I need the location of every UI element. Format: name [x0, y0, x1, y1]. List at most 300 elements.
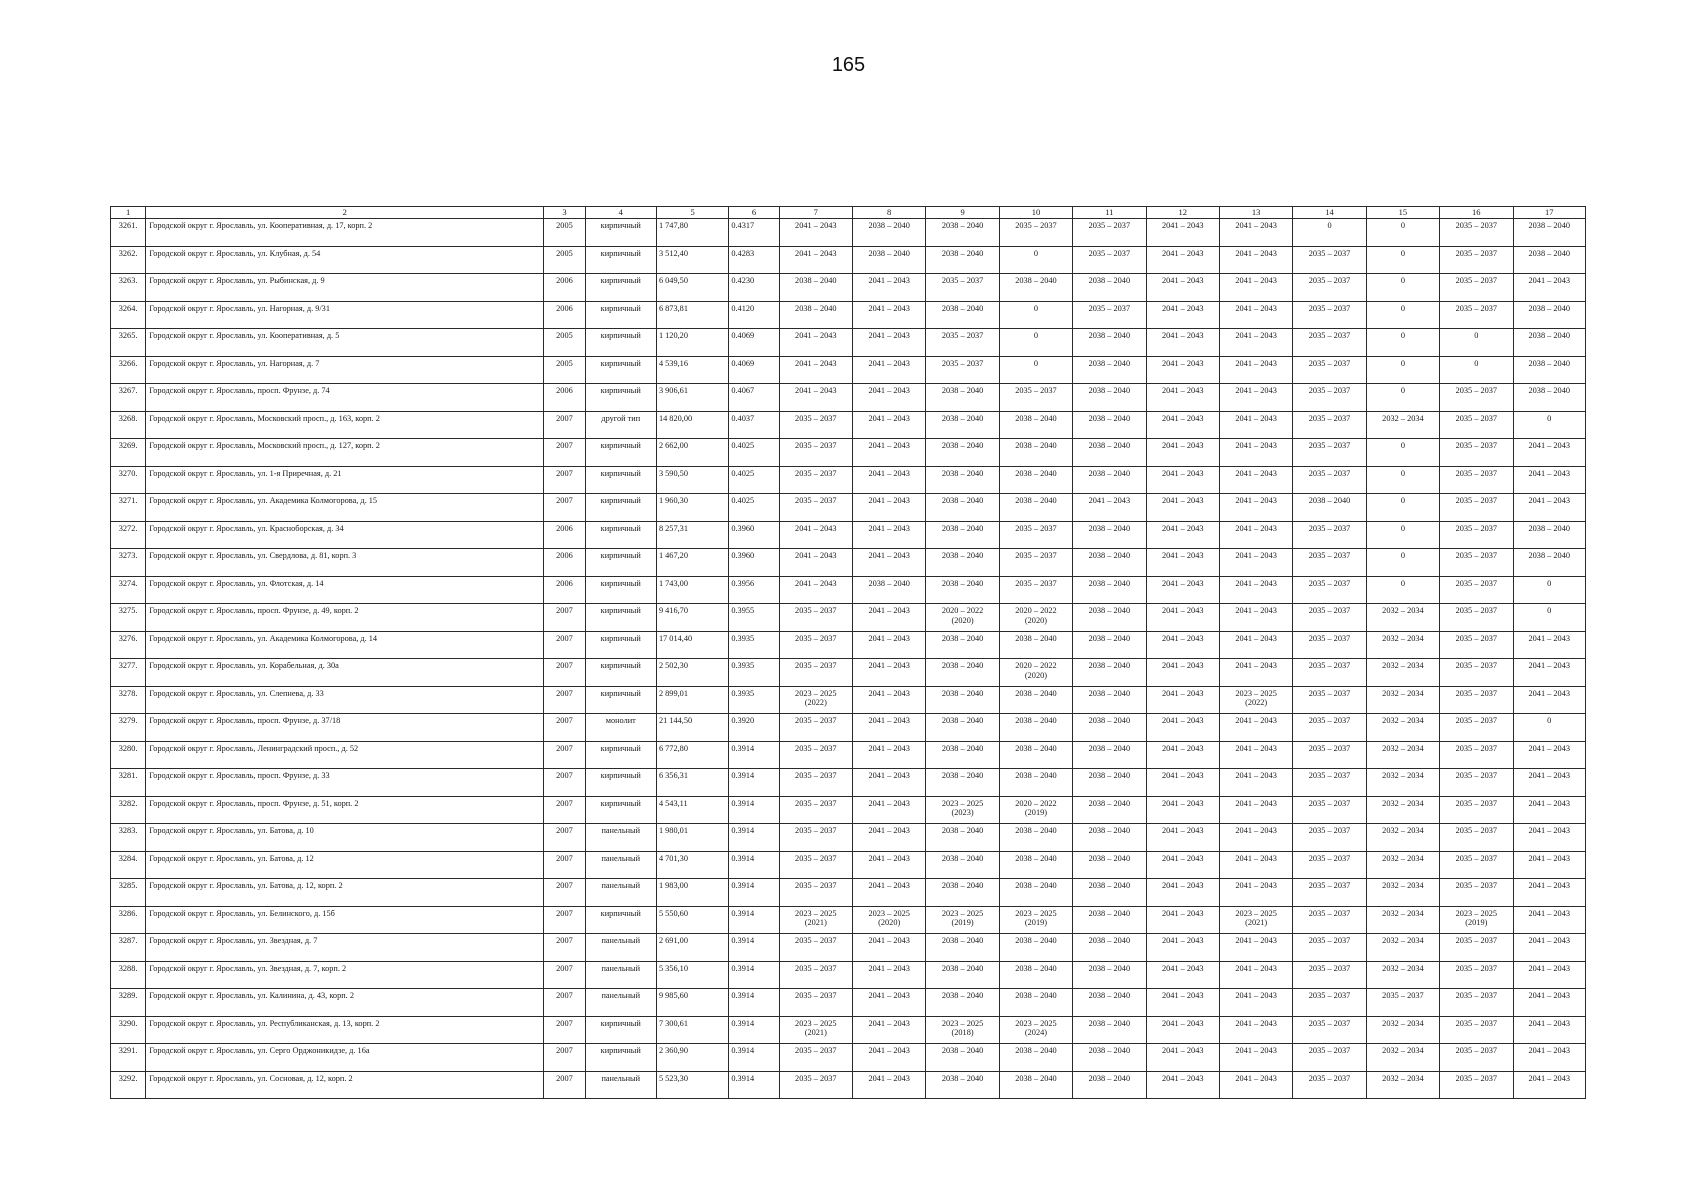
- coefficient-cell: 0.3914: [729, 989, 779, 1017]
- table-row: [111, 301, 1586, 329]
- period-col-14-cell: 2035 – 2037: [1293, 329, 1366, 357]
- year-built-cell: 2007: [544, 961, 585, 989]
- row-number-cell: 3278.: [111, 686, 146, 714]
- period-col-15-cell: 2032 – 2034: [1366, 741, 1439, 769]
- period-col-10-cell: 2038 – 2040: [999, 714, 1072, 742]
- period-col-13-cell: 2041 – 2043: [1219, 274, 1292, 302]
- table-row: [111, 741, 1586, 769]
- period-col-10-cell: 2023 – 2025 (2024): [999, 1016, 1072, 1044]
- address-cell: Городской округ г. Ярославль, ул. Белинского, д. 15б: [146, 906, 544, 934]
- row-number-cell: 3289.: [111, 989, 146, 1017]
- year-built-cell: 2006: [544, 576, 585, 604]
- period-col-13-cell: 2041 – 2043: [1219, 301, 1292, 329]
- row-number-cell: 3277.: [111, 659, 146, 687]
- period-col-7-cell: 2035 – 2037: [779, 631, 852, 659]
- period-col-13-cell: 2041 – 2043: [1219, 659, 1292, 687]
- period-col-16-cell: 2035 – 2037: [1440, 219, 1513, 247]
- period-col-17-cell: 2038 – 2040: [1513, 246, 1586, 274]
- period-col-9-cell: 2020 – 2022 (2020): [926, 604, 999, 632]
- area-cell: 5 523,30: [656, 1071, 728, 1099]
- period-col-7-cell: 2035 – 2037: [779, 604, 852, 632]
- year-built-cell: 2005: [544, 219, 585, 247]
- period-col-12-cell: 2041 – 2043: [1146, 714, 1219, 742]
- period-col-11-cell: 2038 – 2040: [1073, 659, 1146, 687]
- period-col-14-cell: 2035 – 2037: [1293, 604, 1366, 632]
- period-col-9-cell: 2023 – 2025 (2018): [926, 1016, 999, 1044]
- period-col-16-cell: 2035 – 2037: [1440, 1071, 1513, 1099]
- period-col-9-cell: 2038 – 2040: [926, 686, 999, 714]
- period-col-16-cell: 2035 – 2037: [1440, 961, 1513, 989]
- period-col-10-cell: 2038 – 2040: [999, 1044, 1072, 1072]
- period-col-17-cell: 2041 – 2043: [1513, 851, 1586, 879]
- area-cell: 17 014,40: [656, 631, 728, 659]
- period-col-10-cell: 2035 – 2037: [999, 521, 1072, 549]
- period-col-7-cell: 2041 – 2043: [779, 246, 852, 274]
- column-number-cell: 16: [1440, 207, 1513, 219]
- period-col-13-cell: 2041 – 2043: [1219, 796, 1292, 824]
- period-col-16-cell: 2035 – 2037: [1440, 824, 1513, 852]
- year-built-cell: 2007: [544, 1071, 585, 1099]
- row-number-cell: 3291.: [111, 1044, 146, 1072]
- wall-material-cell: кирпичный: [585, 906, 656, 934]
- period-col-7-cell: 2035 – 2037: [779, 466, 852, 494]
- period-col-10-cell: 2038 – 2040: [999, 769, 1072, 797]
- period-col-14-cell: 2035 – 2037: [1293, 714, 1366, 742]
- period-col-14-cell: 2035 – 2037: [1293, 934, 1366, 962]
- period-col-15-cell: 2032 – 2034: [1366, 879, 1439, 907]
- period-col-16-cell: 2035 – 2037: [1440, 521, 1513, 549]
- year-built-cell: 2007: [544, 796, 585, 824]
- wall-material-cell: кирпичный: [585, 466, 656, 494]
- coefficient-cell: 0.3914: [729, 961, 779, 989]
- period-col-12-cell: 2041 – 2043: [1146, 521, 1219, 549]
- period-col-17-cell: 2041 – 2043: [1513, 1071, 1586, 1099]
- period-col-8-cell: 2038 – 2040: [852, 246, 925, 274]
- wall-material-cell: кирпичный: [585, 576, 656, 604]
- wall-material-cell: панельный: [585, 1071, 656, 1099]
- period-col-11-cell: 2038 – 2040: [1073, 1071, 1146, 1099]
- period-col-9-cell: 2038 – 2040: [926, 934, 999, 962]
- period-col-8-cell: 2041 – 2043: [852, 879, 925, 907]
- area-cell: 2 662,00: [656, 439, 728, 467]
- period-col-14-cell: 2035 – 2037: [1293, 439, 1366, 467]
- column-number-cell: 12: [1146, 207, 1219, 219]
- period-col-8-cell: 2041 – 2043: [852, 356, 925, 384]
- period-col-8-cell: 2041 – 2043: [852, 796, 925, 824]
- row-number-cell: 3275.: [111, 604, 146, 632]
- period-col-11-cell: 2038 – 2040: [1073, 466, 1146, 494]
- row-number-cell: 3270.: [111, 466, 146, 494]
- period-col-16-cell: 2035 – 2037: [1440, 741, 1513, 769]
- period-col-10-cell: 2038 – 2040: [999, 989, 1072, 1017]
- table-row: [111, 631, 1586, 659]
- wall-material-cell: кирпичный: [585, 1016, 656, 1044]
- period-col-11-cell: 2038 – 2040: [1073, 549, 1146, 577]
- period-col-11-cell: 2038 – 2040: [1073, 329, 1146, 357]
- period-col-17-cell: 2041 – 2043: [1513, 439, 1586, 467]
- year-built-cell: 2007: [544, 1044, 585, 1072]
- period-col-7-cell: 2035 – 2037: [779, 494, 852, 522]
- row-number-cell: 3269.: [111, 439, 146, 467]
- period-col-15-cell: 0: [1366, 466, 1439, 494]
- period-col-14-cell: 2035 – 2037: [1293, 1016, 1366, 1044]
- address-cell: Городской округ г. Ярославль, ул. Слепнева, д. 33: [146, 686, 544, 714]
- table-row: [111, 466, 1586, 494]
- period-col-11-cell: 2038 – 2040: [1073, 961, 1146, 989]
- period-col-8-cell: 2041 – 2043: [852, 1016, 925, 1044]
- coefficient-cell: 0.4067: [729, 384, 779, 412]
- period-col-14-cell: 2035 – 2037: [1293, 411, 1366, 439]
- period-col-16-cell: 2035 – 2037: [1440, 301, 1513, 329]
- area-cell: 7 300,61: [656, 1016, 728, 1044]
- period-col-9-cell: 2038 – 2040: [926, 741, 999, 769]
- area-cell: 5 356,10: [656, 961, 728, 989]
- coefficient-cell: 0.4069: [729, 356, 779, 384]
- page-number: 165: [831, 54, 866, 76]
- table-row: [111, 824, 1586, 852]
- address-cell: Городской округ г. Ярославль, ул. Калинина, д. 43, корп. 2: [146, 989, 544, 1017]
- period-col-11-cell: 2038 – 2040: [1073, 741, 1146, 769]
- period-col-10-cell: 2038 – 2040: [999, 1071, 1072, 1099]
- wall-material-cell: панельный: [585, 851, 656, 879]
- period-col-14-cell: 2035 – 2037: [1293, 576, 1366, 604]
- period-col-17-cell: 2041 – 2043: [1513, 494, 1586, 522]
- period-col-11-cell: 2038 – 2040: [1073, 631, 1146, 659]
- wall-material-cell: панельный: [585, 879, 656, 907]
- period-col-10-cell: 2023 – 2025 (2019): [999, 906, 1072, 934]
- year-built-cell: 2005: [544, 246, 585, 274]
- period-col-17-cell: 0: [1513, 714, 1586, 742]
- period-col-13-cell: 2041 – 2043: [1219, 604, 1292, 632]
- period-col-16-cell: 2035 – 2037: [1440, 934, 1513, 962]
- period-col-7-cell: 2041 – 2043: [779, 549, 852, 577]
- wall-material-cell: монолит: [585, 714, 656, 742]
- period-col-12-cell: 2041 – 2043: [1146, 219, 1219, 247]
- period-col-14-cell: 2035 – 2037: [1293, 274, 1366, 302]
- period-col-13-cell: 2041 – 2043: [1219, 824, 1292, 852]
- period-col-15-cell: 0: [1366, 576, 1439, 604]
- period-col-8-cell: 2041 – 2043: [852, 934, 925, 962]
- area-cell: 9 416,70: [656, 604, 728, 632]
- table-row: [111, 246, 1586, 274]
- period-col-7-cell: 2035 – 2037: [779, 741, 852, 769]
- period-col-12-cell: 2041 – 2043: [1146, 274, 1219, 302]
- period-col-8-cell: 2041 – 2043: [852, 631, 925, 659]
- period-col-11-cell: 2038 – 2040: [1073, 851, 1146, 879]
- period-col-14-cell: 2035 – 2037: [1293, 631, 1366, 659]
- area-cell: 1 747,80: [656, 219, 728, 247]
- column-number-cell: 3: [544, 207, 585, 219]
- table-row: [111, 274, 1586, 302]
- period-col-9-cell: 2038 – 2040: [926, 851, 999, 879]
- area-cell: 2 691,00: [656, 934, 728, 962]
- row-number-cell: 3267.: [111, 384, 146, 412]
- address-cell: Городской округ г. Ярославль, просп. Фрунзе, д. 51, корп. 2: [146, 796, 544, 824]
- period-col-15-cell: 2032 – 2034: [1366, 961, 1439, 989]
- address-cell: Городской округ г. Ярославль, ул. Батова, д. 10: [146, 824, 544, 852]
- coefficient-cell: 0.3935: [729, 659, 779, 687]
- row-number-cell: 3274.: [111, 576, 146, 604]
- period-col-8-cell: 2041 – 2043: [852, 1044, 925, 1072]
- period-col-12-cell: 2041 – 2043: [1146, 906, 1219, 934]
- coefficient-cell: 0.3935: [729, 686, 779, 714]
- period-col-14-cell: 2035 – 2037: [1293, 1044, 1366, 1072]
- period-col-7-cell: 2041 – 2043: [779, 521, 852, 549]
- address-cell: Городской округ г. Ярославль, ул. Академика Колмогорова, д. 14: [146, 631, 544, 659]
- column-number-cell: 14: [1293, 207, 1366, 219]
- area-cell: 6 772,80: [656, 741, 728, 769]
- period-col-9-cell: 2038 – 2040: [926, 714, 999, 742]
- area-cell: 21 144,50: [656, 714, 728, 742]
- area-cell: 14 820,00: [656, 411, 728, 439]
- period-col-15-cell: 0: [1366, 439, 1439, 467]
- period-col-16-cell: 2035 – 2037: [1440, 549, 1513, 577]
- period-col-17-cell: 2041 – 2043: [1513, 989, 1586, 1017]
- address-cell: Городской округ г. Ярославль, ул. Флотская, д. 14: [146, 576, 544, 604]
- row-number-cell: 3263.: [111, 274, 146, 302]
- column-number-cell: 11: [1073, 207, 1146, 219]
- row-number-cell: 3280.: [111, 741, 146, 769]
- period-col-10-cell: 2038 – 2040: [999, 439, 1072, 467]
- address-cell: Городской округ г. Ярославль, просп. Фрунзе, д. 74: [146, 384, 544, 412]
- period-col-8-cell: 2023 – 2025 (2020): [852, 906, 925, 934]
- period-col-15-cell: 0: [1366, 494, 1439, 522]
- period-col-10-cell: 2038 – 2040: [999, 686, 1072, 714]
- period-col-8-cell: 2041 – 2043: [852, 741, 925, 769]
- period-col-14-cell: 2035 – 2037: [1293, 686, 1366, 714]
- period-col-15-cell: 0: [1366, 549, 1439, 577]
- year-built-cell: 2007: [544, 686, 585, 714]
- period-col-8-cell: 2041 – 2043: [852, 439, 925, 467]
- period-col-17-cell: 2038 – 2040: [1513, 356, 1586, 384]
- address-cell: Городской округ г. Ярославль, ул. Звездная, д. 7: [146, 934, 544, 962]
- year-built-cell: 2005: [544, 356, 585, 384]
- row-number-cell: 3276.: [111, 631, 146, 659]
- period-col-15-cell: 2032 – 2034: [1366, 631, 1439, 659]
- period-col-15-cell: 2032 – 2034: [1366, 1016, 1439, 1044]
- coefficient-cell: 0.3920: [729, 714, 779, 742]
- period-col-14-cell: 2035 – 2037: [1293, 879, 1366, 907]
- year-built-cell: 2007: [544, 851, 585, 879]
- table-row: [111, 879, 1586, 907]
- period-col-15-cell: 0: [1366, 301, 1439, 329]
- period-col-10-cell: 2020 – 2022 (2020): [999, 659, 1072, 687]
- period-col-15-cell: 0: [1366, 219, 1439, 247]
- period-col-16-cell: 2035 – 2037: [1440, 1016, 1513, 1044]
- period-col-15-cell: 2032 – 2034: [1366, 411, 1439, 439]
- period-col-8-cell: 2041 – 2043: [852, 1071, 925, 1099]
- area-cell: 4 701,30: [656, 851, 728, 879]
- period-col-15-cell: 2032 – 2034: [1366, 686, 1439, 714]
- wall-material-cell: кирпичный: [585, 329, 656, 357]
- period-col-14-cell: 2035 – 2037: [1293, 906, 1366, 934]
- address-cell: Городской округ г. Ярославль, Московский просп., д. 163, корп. 2: [146, 411, 544, 439]
- period-col-16-cell: 2035 – 2037: [1440, 494, 1513, 522]
- area-cell: 1 120,20: [656, 329, 728, 357]
- period-col-12-cell: 2041 – 2043: [1146, 851, 1219, 879]
- period-col-10-cell: 0: [999, 246, 1072, 274]
- period-col-16-cell: 2035 – 2037: [1440, 466, 1513, 494]
- table-row: [111, 989, 1586, 1017]
- period-col-12-cell: 2041 – 2043: [1146, 246, 1219, 274]
- row-number-cell: 3284.: [111, 851, 146, 879]
- period-col-7-cell: 2041 – 2043: [779, 356, 852, 384]
- wall-material-cell: кирпичный: [585, 356, 656, 384]
- period-col-14-cell: 0: [1293, 219, 1366, 247]
- period-col-17-cell: 0: [1513, 576, 1586, 604]
- period-col-16-cell: 2035 – 2037: [1440, 879, 1513, 907]
- table-row: [111, 356, 1586, 384]
- period-col-17-cell: 2041 – 2043: [1513, 906, 1586, 934]
- period-col-16-cell: 2035 – 2037: [1440, 576, 1513, 604]
- period-col-12-cell: 2041 – 2043: [1146, 1016, 1219, 1044]
- wall-material-cell: кирпичный: [585, 384, 656, 412]
- period-col-13-cell: 2023 – 2025 (2021): [1219, 906, 1292, 934]
- area-cell: 5 550,60: [656, 906, 728, 934]
- period-col-9-cell: 2038 – 2040: [926, 384, 999, 412]
- period-col-9-cell: 2038 – 2040: [926, 989, 999, 1017]
- table-row: [111, 576, 1586, 604]
- period-col-13-cell: 2023 – 2025 (2022): [1219, 686, 1292, 714]
- period-col-10-cell: 0: [999, 329, 1072, 357]
- period-col-16-cell: 2035 – 2037: [1440, 796, 1513, 824]
- period-col-16-cell: 2035 – 2037: [1440, 659, 1513, 687]
- year-built-cell: 2007: [544, 989, 585, 1017]
- period-col-13-cell: 2041 – 2043: [1219, 521, 1292, 549]
- period-col-9-cell: 2023 – 2025 (2019): [926, 906, 999, 934]
- area-cell: 6 356,31: [656, 769, 728, 797]
- row-number-cell: 3292.: [111, 1071, 146, 1099]
- period-col-14-cell: 2035 – 2037: [1293, 989, 1366, 1017]
- table-row: [111, 604, 1586, 632]
- period-col-9-cell: 2038 – 2040: [926, 1044, 999, 1072]
- period-col-17-cell: 2041 – 2043: [1513, 659, 1586, 687]
- period-col-13-cell: 2041 – 2043: [1219, 961, 1292, 989]
- coefficient-cell: 0.3914: [729, 934, 779, 962]
- coefficient-cell: 0.4025: [729, 494, 779, 522]
- row-number-cell: 3271.: [111, 494, 146, 522]
- period-col-17-cell: 2041 – 2043: [1513, 686, 1586, 714]
- period-col-11-cell: 2035 – 2037: [1073, 301, 1146, 329]
- period-col-11-cell: 2038 – 2040: [1073, 1016, 1146, 1044]
- period-col-14-cell: 2035 – 2037: [1293, 851, 1366, 879]
- period-col-12-cell: 2041 – 2043: [1146, 604, 1219, 632]
- year-built-cell: 2006: [544, 301, 585, 329]
- period-col-11-cell: 2038 – 2040: [1073, 576, 1146, 604]
- period-col-7-cell: 2035 – 2037: [779, 796, 852, 824]
- period-col-9-cell: 2035 – 2037: [926, 356, 999, 384]
- address-cell: Городской округ г. Ярославль, ул. Клубная, д. 54: [146, 246, 544, 274]
- period-col-9-cell: 2038 – 2040: [926, 219, 999, 247]
- wall-material-cell: панельный: [585, 989, 656, 1017]
- row-number-cell: 3290.: [111, 1016, 146, 1044]
- period-col-16-cell: 2035 – 2037: [1440, 439, 1513, 467]
- period-col-7-cell: 2035 – 2037: [779, 879, 852, 907]
- coefficient-cell: 0.4317: [729, 219, 779, 247]
- period-col-7-cell: 2023 – 2025 (2022): [779, 686, 852, 714]
- coefficient-cell: 0.4025: [729, 439, 779, 467]
- row-number-cell: 3262.: [111, 246, 146, 274]
- period-col-13-cell: 2041 – 2043: [1219, 466, 1292, 494]
- coefficient-cell: 0.4230: [729, 274, 779, 302]
- coefficient-cell: 0.3914: [729, 1044, 779, 1072]
- period-col-14-cell: 2035 – 2037: [1293, 301, 1366, 329]
- period-col-17-cell: 2041 – 2043: [1513, 824, 1586, 852]
- period-col-8-cell: 2041 – 2043: [852, 411, 925, 439]
- year-built-cell: 2007: [544, 934, 585, 962]
- period-col-11-cell: 2038 – 2040: [1073, 906, 1146, 934]
- area-cell: 1 743,00: [656, 576, 728, 604]
- year-built-cell: 2007: [544, 631, 585, 659]
- table-row: [111, 851, 1586, 879]
- period-col-10-cell: 2035 – 2037: [999, 384, 1072, 412]
- address-cell: Городской округ г. Ярославль, ул. Рыбинская, д. 9: [146, 274, 544, 302]
- address-cell: Городской округ г. Ярославль, ул. Кооперативная, д. 17, корп. 2: [146, 219, 544, 247]
- period-col-10-cell: 2038 – 2040: [999, 934, 1072, 962]
- table-row: [111, 796, 1586, 824]
- table-row: [111, 961, 1586, 989]
- period-col-14-cell: 2035 – 2037: [1293, 521, 1366, 549]
- period-col-16-cell: 2035 – 2037: [1440, 851, 1513, 879]
- period-col-7-cell: 2041 – 2043: [779, 384, 852, 412]
- period-col-13-cell: 2041 – 2043: [1219, 879, 1292, 907]
- period-col-13-cell: 2041 – 2043: [1219, 934, 1292, 962]
- period-col-16-cell: 2035 – 2037: [1440, 411, 1513, 439]
- coefficient-cell: 0.3914: [729, 906, 779, 934]
- period-col-7-cell: 2041 – 2043: [779, 219, 852, 247]
- area-cell: 1 980,01: [656, 824, 728, 852]
- period-col-11-cell: 2038 – 2040: [1073, 824, 1146, 852]
- period-col-14-cell: 2035 – 2037: [1293, 384, 1366, 412]
- period-col-8-cell: 2041 – 2043: [852, 604, 925, 632]
- area-cell: 6 049,50: [656, 274, 728, 302]
- period-col-14-cell: 2035 – 2037: [1293, 549, 1366, 577]
- period-col-12-cell: 2041 – 2043: [1146, 1044, 1219, 1072]
- table-row: [111, 934, 1586, 962]
- period-col-15-cell: 2032 – 2034: [1366, 824, 1439, 852]
- period-col-7-cell: 2035 – 2037: [779, 961, 852, 989]
- period-col-11-cell: 2038 – 2040: [1073, 686, 1146, 714]
- year-built-cell: 2007: [544, 659, 585, 687]
- address-cell: Городской округ г. Ярославль, ул. Академика Колмогорова, д. 15: [146, 494, 544, 522]
- area-cell: 1 467,20: [656, 549, 728, 577]
- wall-material-cell: кирпичный: [585, 796, 656, 824]
- row-number-cell: 3261.: [111, 219, 146, 247]
- coefficient-cell: 0.3914: [729, 851, 779, 879]
- column-number-cell: 2: [146, 207, 544, 219]
- period-col-11-cell: 2038 – 2040: [1073, 879, 1146, 907]
- period-col-8-cell: 2041 – 2043: [852, 301, 925, 329]
- period-col-17-cell: 2041 – 2043: [1513, 741, 1586, 769]
- table-row: [111, 1044, 1586, 1072]
- period-col-15-cell: 2032 – 2034: [1366, 796, 1439, 824]
- coefficient-cell: 0.3960: [729, 549, 779, 577]
- column-number-cell: 17: [1513, 207, 1586, 219]
- period-col-13-cell: 2041 – 2043: [1219, 1071, 1292, 1099]
- period-col-17-cell: 2041 – 2043: [1513, 1016, 1586, 1044]
- wall-material-cell: кирпичный: [585, 741, 656, 769]
- header-row: [111, 207, 1586, 219]
- address-cell: Городской округ г. Ярославль, ул. Батова, д. 12: [146, 851, 544, 879]
- period-col-8-cell: 2041 – 2043: [852, 494, 925, 522]
- period-col-13-cell: 2041 – 2043: [1219, 989, 1292, 1017]
- period-col-13-cell: 2041 – 2043: [1219, 219, 1292, 247]
- period-col-13-cell: 2041 – 2043: [1219, 246, 1292, 274]
- period-col-11-cell: 2038 – 2040: [1073, 411, 1146, 439]
- year-built-cell: 2007: [544, 769, 585, 797]
- period-col-9-cell: 2038 – 2040: [926, 824, 999, 852]
- period-col-7-cell: 2041 – 2043: [779, 576, 852, 604]
